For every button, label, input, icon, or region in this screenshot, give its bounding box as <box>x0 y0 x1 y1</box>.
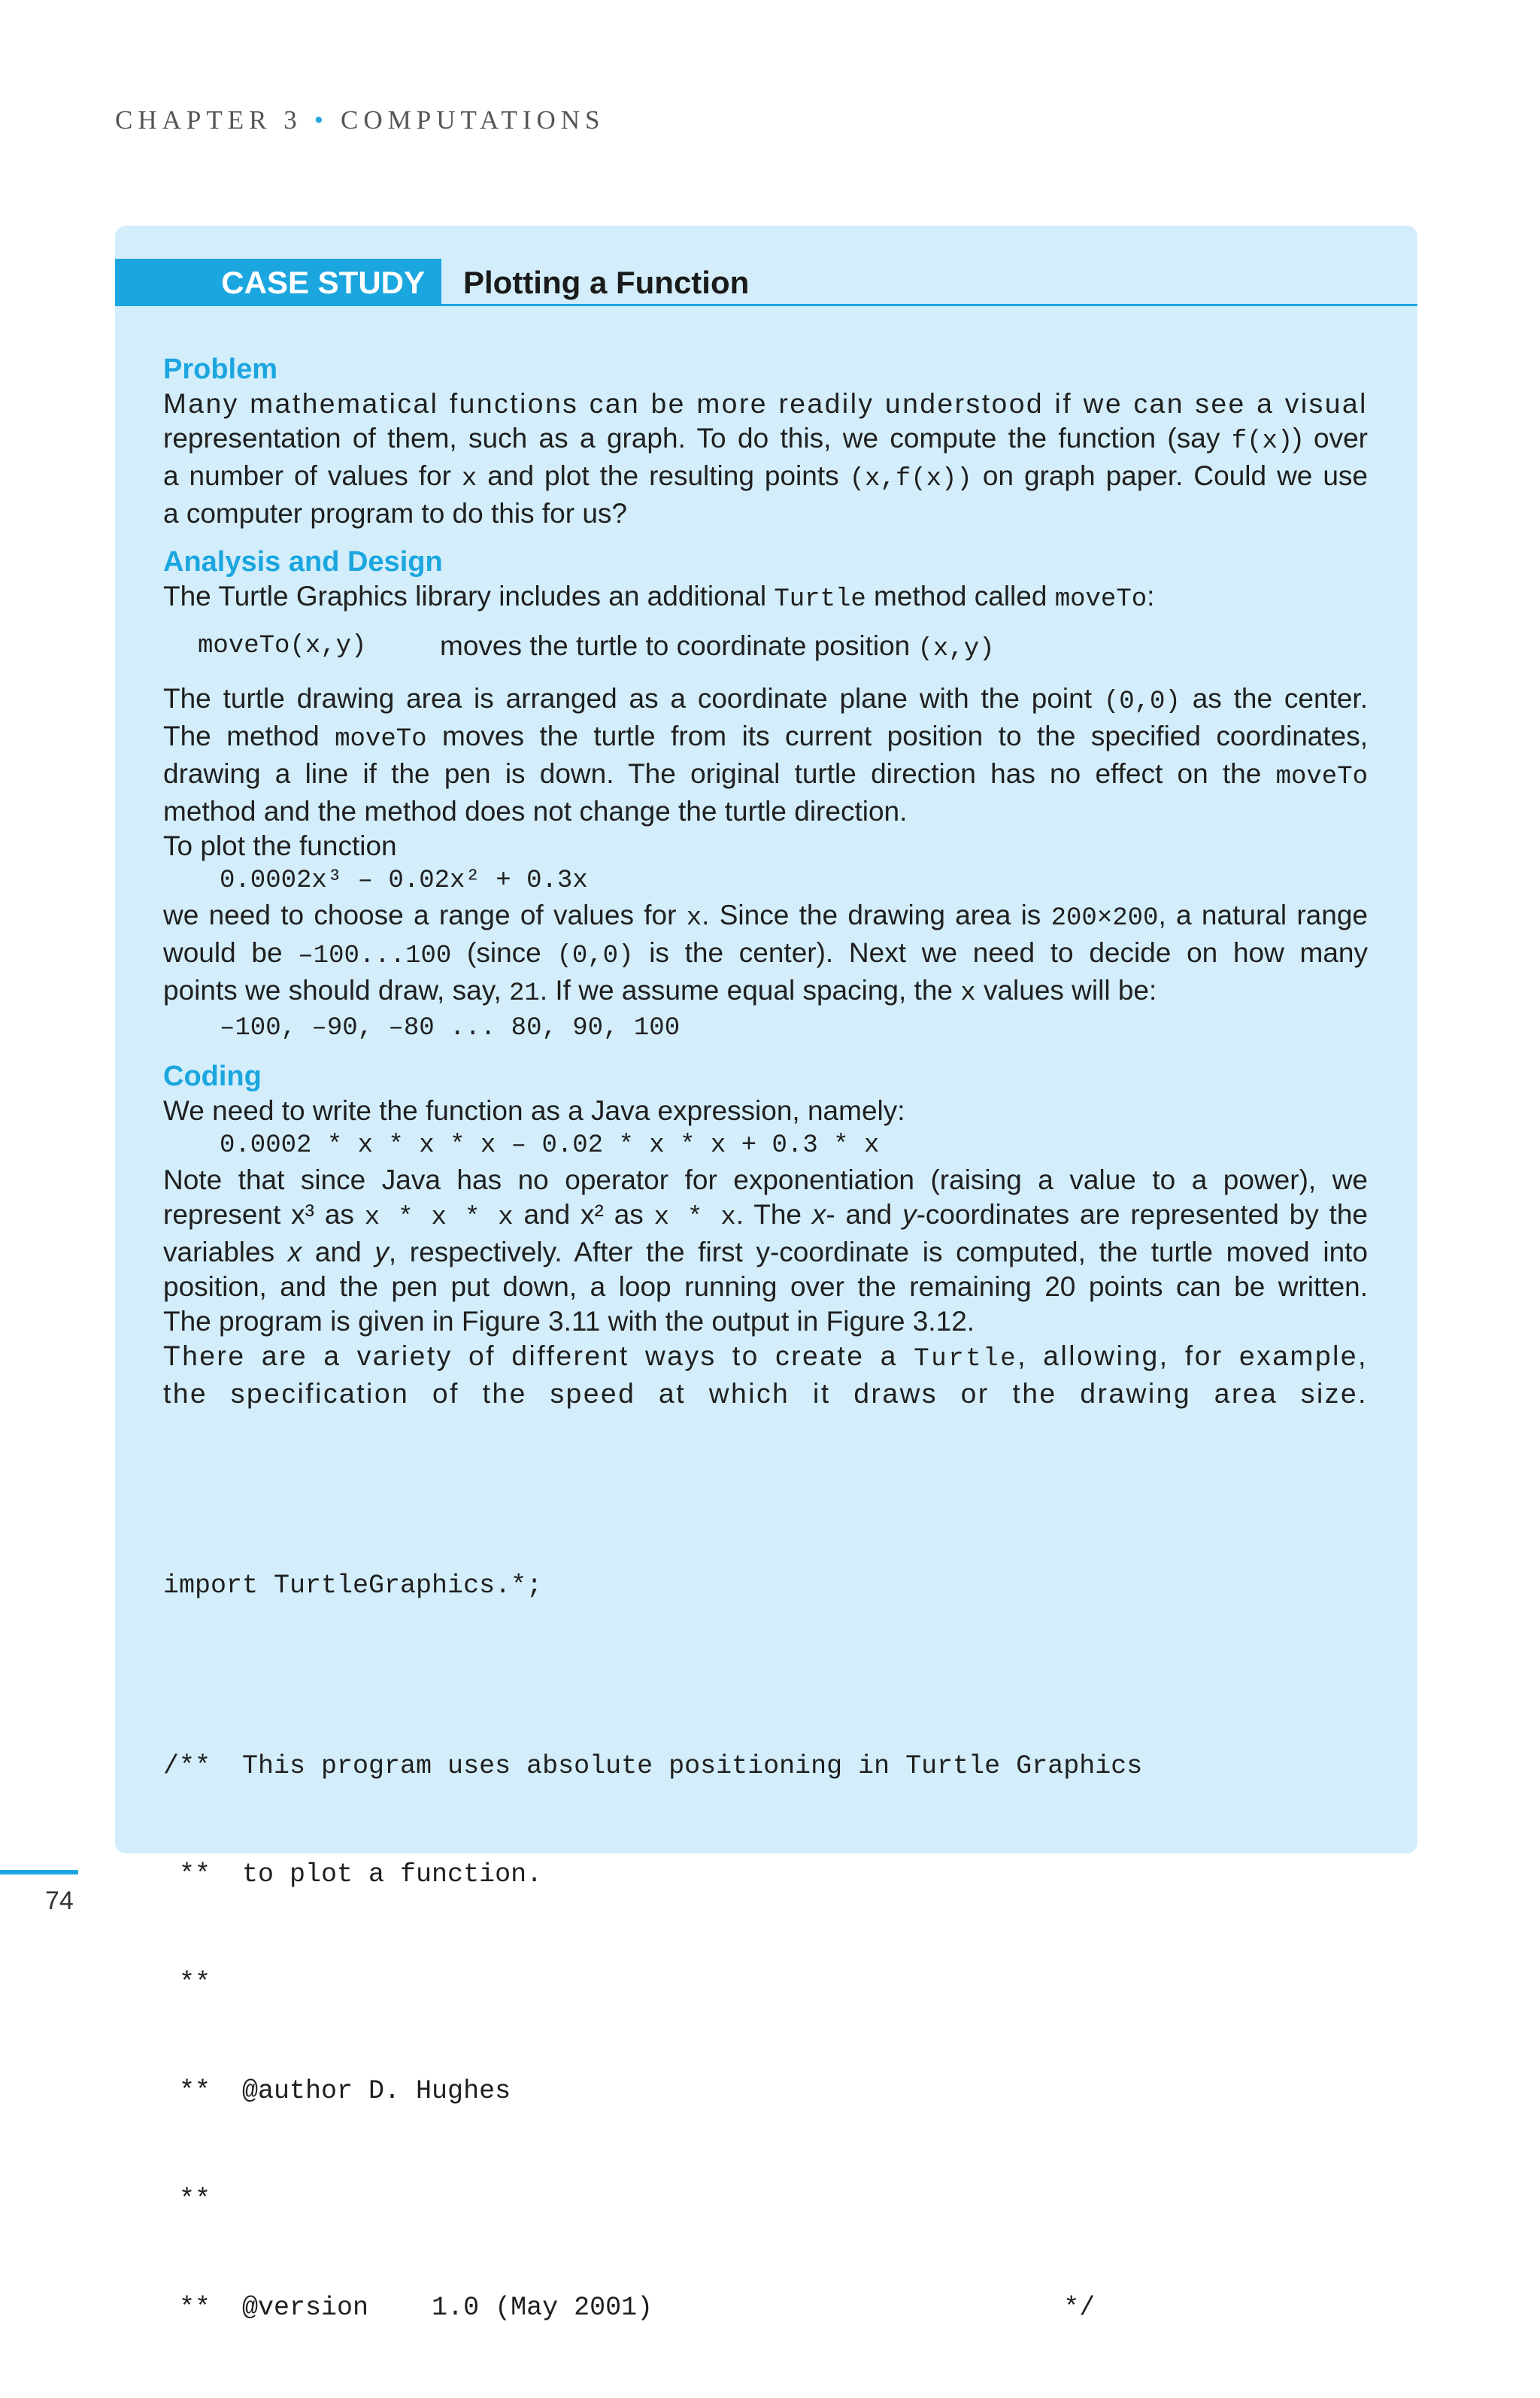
case-study-tab: CASE STUDY <box>115 259 441 306</box>
text: . The <box>735 1199 812 1230</box>
text: representation of them, such as a graph. To do this, we compute the function (say <box>163 423 1232 454</box>
text: The Turtle Graphics library includes an additional <box>163 581 775 612</box>
coding-line: Note that since Java has no operator for exponentiation (raising a value to a power), we <box>163 1164 1368 1195</box>
method-signature: moveTo(x,y) <box>198 632 367 660</box>
text: on graph paper. Could we use <box>972 460 1368 491</box>
text: values will be: <box>975 975 1157 1006</box>
page-number: 74 <box>45 1887 74 1915</box>
text: represent <box>163 1199 292 1230</box>
coding-line: the specification of the speed at which it draws or the drawing area size. <box>163 1378 1368 1409</box>
text: drawing a line if the pen is down. The original turtle direction has no effect on the <box>163 758 1276 789</box>
text: and <box>513 1199 581 1230</box>
text: as the center. <box>1180 683 1368 714</box>
analysis-line <box>163 681 1368 719</box>
italic-term: x <box>811 1199 826 1230</box>
text: we need to choose a range of values for <box>163 900 687 930</box>
text: as <box>314 1199 365 1230</box>
analysis-line: To plot the function <box>163 830 397 861</box>
text: The turtle drawing area is arranged as a coordinate plane with the point <box>163 683 1104 714</box>
code-listing <box>163 1495 1368 2398</box>
coding-line: We need to write the function as a Java expression, namely: <box>163 1095 905 1126</box>
inline-code: Turtle <box>914 1345 1018 1374</box>
analysis-line <box>163 973 1368 1011</box>
analysis-heading: Analysis and Design <box>163 546 443 578</box>
code-line: /** This program uses absolute positioning in Turtle Graphics <box>163 1751 1143 1781</box>
code-line: import TurtleGraphics.*; <box>163 1571 543 1601</box>
problem-line <box>163 459 1368 496</box>
text: The method <box>163 721 335 751</box>
text: , a natural range <box>1158 900 1368 930</box>
inline-code: moveTo <box>1275 763 1368 791</box>
problem-heading: Problem <box>163 354 278 385</box>
code-line: ** <box>163 2184 211 2214</box>
inline-code: x * x * x <box>364 1204 514 1232</box>
text: - and <box>826 1199 903 1230</box>
section-label: COMPUTATIONS <box>340 105 605 135</box>
italic-term: x <box>287 1237 302 1267</box>
inline-code: (x,y) <box>917 635 995 663</box>
analysis-line <box>163 936 1368 973</box>
code-line: ** to plot a function. <box>163 1859 543 1890</box>
text: a number of values for <box>163 460 462 491</box>
text: and plot the resulting points <box>477 460 850 491</box>
analysis-line <box>163 719 1368 757</box>
inline-code: (0,0) <box>1103 688 1181 716</box>
inline-code: moveTo <box>335 725 427 754</box>
text: -coordinates are represented by the <box>916 1199 1368 1230</box>
inline-code: f(x) <box>1231 427 1293 456</box>
inline-code: x <box>686 904 702 933</box>
inline-code: (x,f(x)) <box>849 465 972 493</box>
problem-line <box>163 421 1368 459</box>
coding-line <box>163 1339 1368 1377</box>
text: , respectively. After the first y-coordinate is computed, the turtle moved into <box>388 1237 1368 1267</box>
text: Many mathematical functions can be more readily understood if we can see a visual <box>163 388 1368 419</box>
text: and <box>302 1237 375 1267</box>
inline-code: –100...100 <box>298 942 452 970</box>
method-definition <box>198 629 1368 666</box>
inline-code: x * x <box>653 1204 736 1232</box>
analysis-intro <box>163 579 1368 617</box>
case-study-content <box>163 352 1368 2398</box>
inline-code: (0,0) <box>556 942 634 970</box>
italic-term: y <box>902 1199 917 1230</box>
formula: 0.0002x³ – 0.02x² + 0.3x <box>220 867 588 895</box>
code-line: ** @version 1.0 (May 2001) */ <box>163 2293 1096 2323</box>
inline-code: moveTo <box>1054 585 1147 614</box>
inline-code: x <box>960 979 976 1008</box>
java-expression: 0.0002 * x * x * x – 0.02 * x * x + 0.3 * x <box>220 1131 880 1160</box>
case-study-title: Plotting a Function <box>463 265 750 300</box>
title-rule <box>441 304 1417 306</box>
inline-code: Turtle <box>774 585 866 614</box>
math-term: x³ <box>291 1199 314 1230</box>
text: ) over <box>1293 423 1368 454</box>
chapter-label: CHAPTER 3 <box>115 105 302 135</box>
coding-line: position, and the pen put down, a loop running over the remaining 20 points can be written. <box>163 1271 1368 1302</box>
analysis-line: method and the method does not change the turtle direction. <box>163 796 908 827</box>
method-description <box>440 629 995 666</box>
text: : <box>1147 581 1155 612</box>
text: . Since the drawing area is <box>702 900 1051 930</box>
analysis-line <box>163 757 1368 794</box>
problem-line: a computer program to do this for us? <box>163 498 627 529</box>
text: moves the turtle from its current position to the specified coordinates, <box>426 721 1368 751</box>
inline-code: x <box>461 465 477 493</box>
text: . If we assume equal spacing, the <box>539 975 961 1006</box>
text: as <box>603 1199 654 1230</box>
math-term: x² <box>581 1199 604 1230</box>
text: would be <box>163 937 299 968</box>
coding-line <box>163 1235 1368 1270</box>
page-number-bar <box>0 1870 78 1874</box>
text: There are a variety of different ways to create a <box>163 1340 914 1371</box>
text: moves the turtle to coordinate position <box>440 630 918 661</box>
inline-code: 21 <box>509 979 540 1008</box>
coding-line: The program is given in Figure 3.11 with the output in Figure 3.12. <box>163 1306 975 1337</box>
running-head <box>115 105 605 135</box>
bullet-separator: • <box>314 105 329 135</box>
coding-heading: Coding <box>163 1061 262 1092</box>
text: , allowing, for example, <box>1017 1340 1368 1371</box>
code-line: ** @author D. Hughes <box>163 2076 511 2106</box>
italic-term: y <box>374 1237 389 1267</box>
text: points we should draw, say, <box>163 975 510 1006</box>
coding-line <box>163 1197 1368 1235</box>
analysis-line <box>163 898 1368 936</box>
text: variables <box>163 1237 288 1267</box>
text: (since <box>451 937 557 968</box>
inline-code: 200×200 <box>1050 904 1159 933</box>
x-values: –100, –90, –80 ... 80, 90, 100 <box>220 1014 681 1043</box>
text: is the center). Next we need to decide on how many <box>633 937 1369 968</box>
problem-line <box>163 387 1368 421</box>
text: method called <box>865 581 1055 612</box>
code-line: ** <box>163 1968 211 1998</box>
